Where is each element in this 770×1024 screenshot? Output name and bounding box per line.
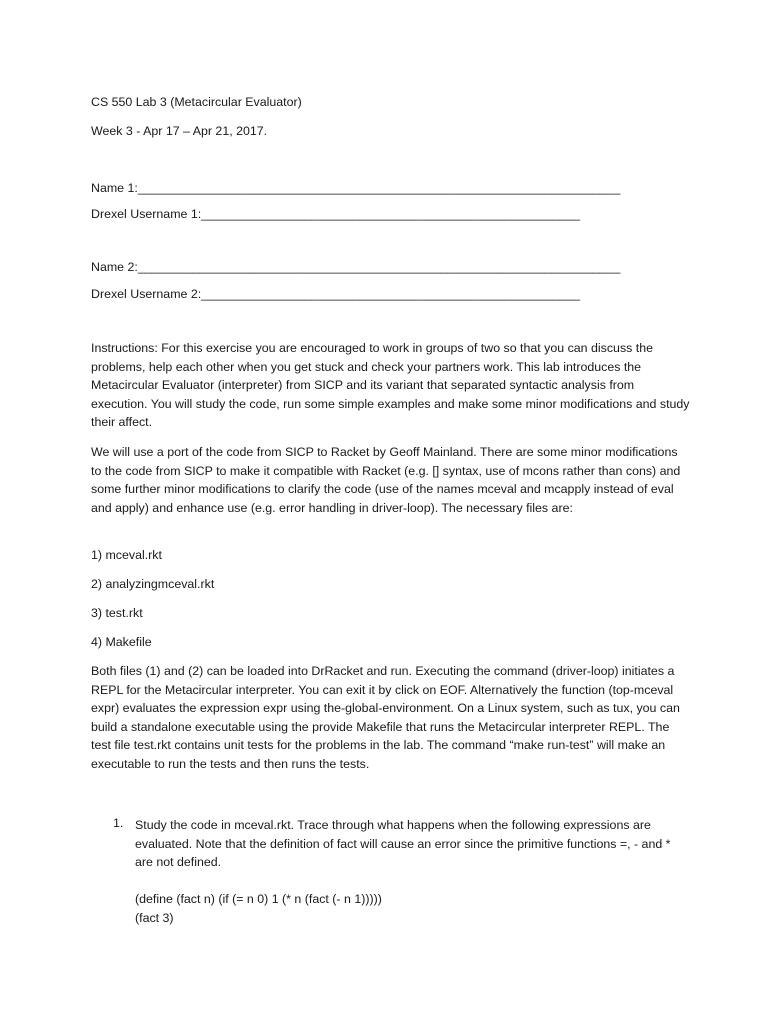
file-item: 1) mceval.rkt [91,548,162,562]
week-line: Week 3 - Apr 17 – Apr 21, 2017. [91,124,268,138]
problem1-number: 1. [113,816,124,830]
problem1-code-line: (define (fact n) (if (= n 0) 1 (* n (fact (- n 1))))) [135,892,382,906]
file-item: 2) analyzingmceval.rkt [91,577,215,591]
name2-field: Name 2:______________________________________________________________________ [91,260,621,274]
lab-title: CS 550 Lab 3 (Metacircular Evaluator) [91,95,302,109]
problem1-code-line: (fact 3) [135,911,174,925]
both-files-text: Both files (1) and (2) can be loaded into DrRacket and run. Executing the command (driver-loop) initiates a REPL for the Metacircular interpreter. You can exit it by click on EOF. Alternatively the function (top-mceval expr) evaluates the expression expr using the-global-environment. On a Linux system, such as tux, you can build a standalone executable using the provide Makefile that runs the Metacircular interpreter REPL. The test file test.rkt contains unit tests for the problems in the lab. The command “make run-test” will make an executable to run the tests and then runs the tests. [91,664,680,771]
username1-field: Drexel Username 1:_______________________________________________________ [91,207,581,221]
username2-field: Drexel Username 2:_______________________________________________________ [91,287,581,301]
both-files-paragraph [91,662,691,774]
file-item: 4) Makefile [91,635,152,649]
file-item: 3) test.rkt [91,606,143,620]
port-paragraph [91,443,691,517]
port-text: We will use a port of the code from SICP to Racket by Geoff Mainland. There are some minor modifications to the code from SICP to make it compatible with Racket (e.g. [] syntax, use of mcons rather than cons) and some further minor modifications to clarify the code (use of the names mceval and mcapply instead of eval and apply) and enhance use (e.g. error handling in driver-loop). The necessary files are: [91,445,681,515]
problem1-text: Study the code in mceval.rkt. Trace through what happens when the following expressions are evaluated. Note that the definition of fact will cause an error since the primitive functions =, - and * are not defined. [135,818,671,870]
instructions-paragraph [91,339,691,432]
name1-field: Name 1:______________________________________________________________________ [91,181,621,195]
instructions-text: Instructions: For this exercise you are encouraged to work in groups of two so that you can discuss the problems, help each other when you get stuck and check your partners work. This lab introduces the Metacircular Evaluator (interpreter) from SICP and its variant that separated syntactic analysis from execution. You will study the code, run some simple examples and make some minor modifications and study their affect. [91,341,690,430]
